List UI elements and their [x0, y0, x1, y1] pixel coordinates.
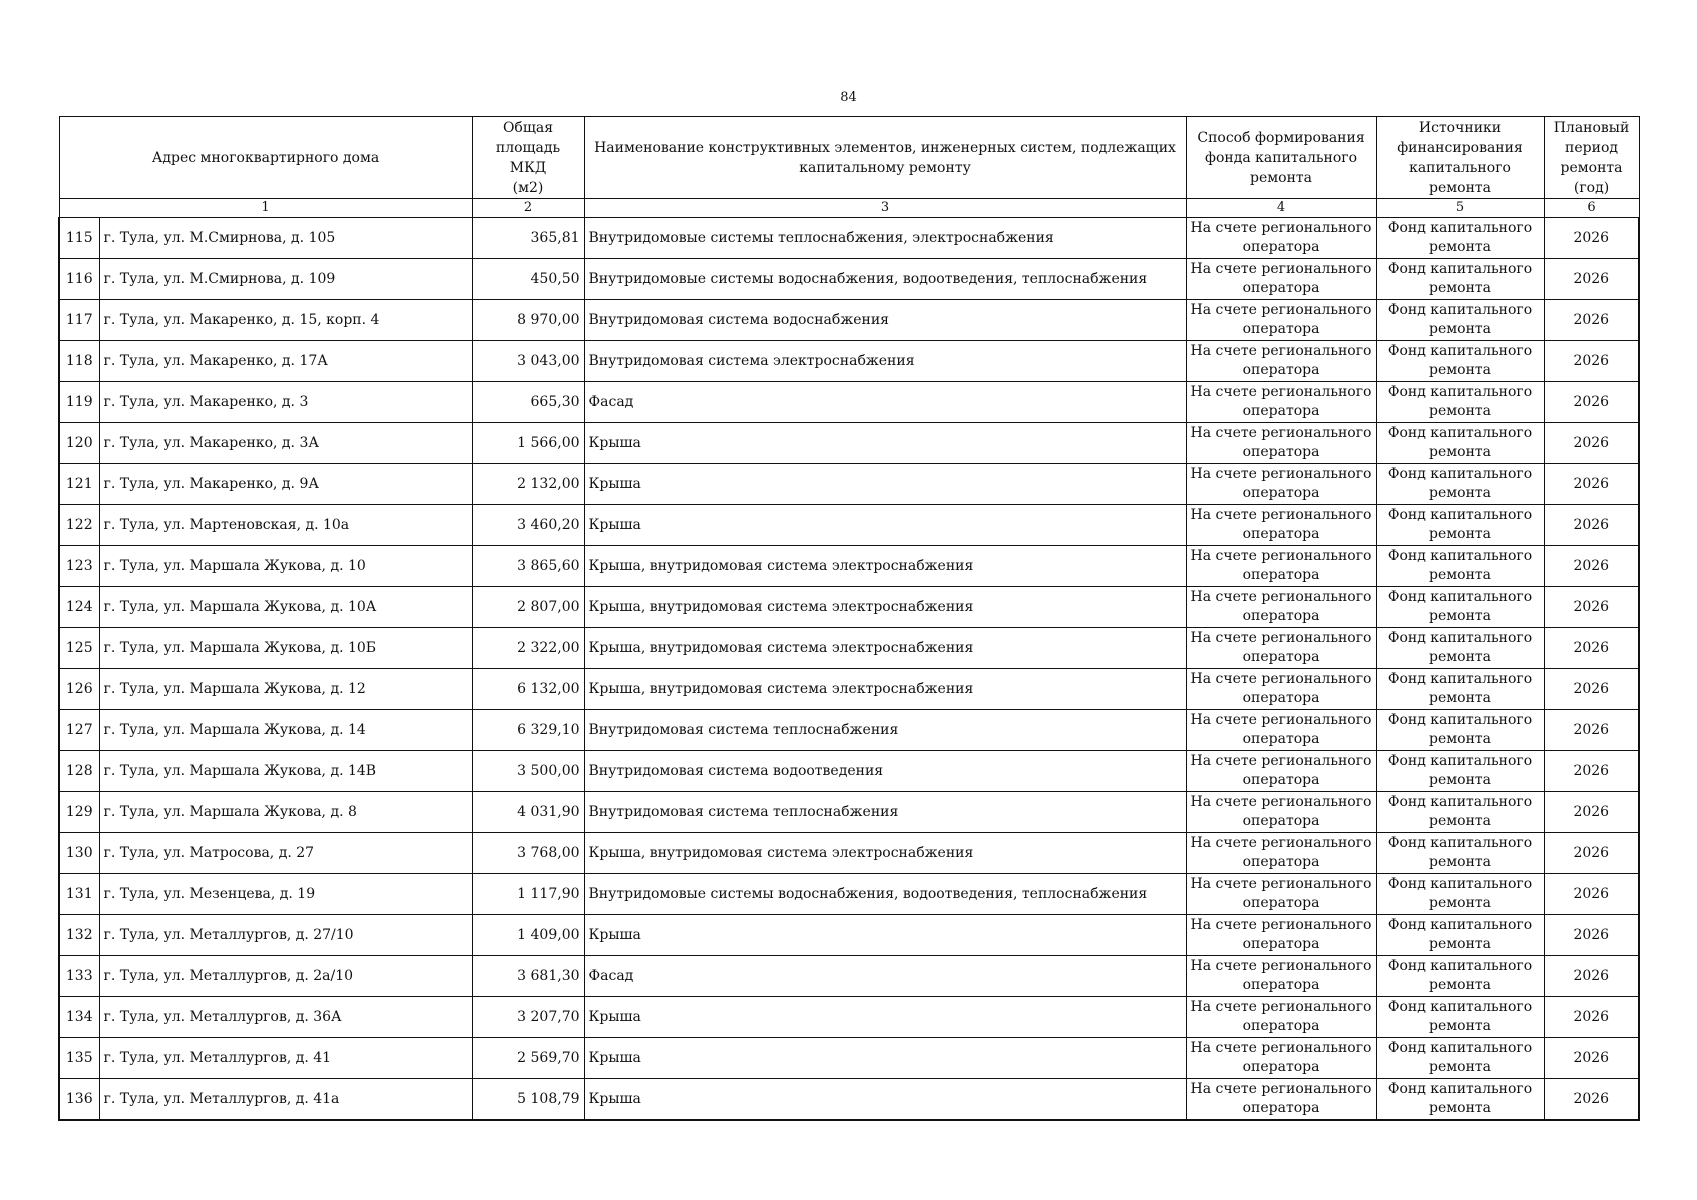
table-row [59, 382, 1639, 423]
row-number: 133 [59, 956, 99, 997]
row-funding-source-line: ремонта [1429, 854, 1492, 870]
row-area: 3 207,70 [472, 997, 584, 1038]
row-funding-method-line: оператора [1242, 567, 1320, 583]
row-address: г. Тула, ул. Мартеновская, д. 10а [99, 505, 472, 546]
row-funding-source-line: Фонд капитального [1387, 753, 1533, 769]
row-elements: Внутридомовые системы водоснабжения, водоотведения, теплоснабжения [584, 259, 1186, 300]
row-planned-year: 2026 [1544, 956, 1639, 997]
row-address: г. Тула, ул. Маршала Жукова, д. 10Б [99, 628, 472, 669]
row-funding-source-line: ремонта [1429, 1099, 1492, 1116]
row-planned-year: 2026 [1544, 1038, 1639, 1079]
row-number: 128 [59, 751, 99, 792]
row-funding-source-line: ремонта [1429, 321, 1492, 337]
row-elements: Крыша [584, 1038, 1186, 1079]
row-funding-source [1376, 423, 1544, 464]
row-funding-method-line: На счете регионального [1190, 671, 1372, 687]
row-elements: Крыша, внутридомовая система электроснабжения [584, 669, 1186, 710]
row-funding-method-line: оператора [1242, 444, 1320, 460]
row-funding-method [1186, 628, 1376, 669]
row-number: 131 [59, 874, 99, 915]
row-area: 8 970,00 [472, 300, 584, 341]
row-planned-year: 2026 [1544, 669, 1639, 710]
table-row [59, 341, 1639, 382]
row-area: 3 865,60 [472, 546, 584, 587]
row-funding-source-line: ремонта [1429, 813, 1492, 829]
header-elements-line: Наименование конструктивных элементов, инженерных систем, подлежащих [594, 139, 1176, 156]
header-method-line: ремонта [1250, 169, 1313, 186]
row-funding-source [1376, 997, 1544, 1038]
row-area: 3 681,30 [472, 956, 584, 997]
row-elements: Крыша [584, 915, 1186, 956]
row-funding-source-line: Фонд капитального [1387, 384, 1533, 400]
table-row [59, 1038, 1639, 1079]
row-funding-method-line: На счете регионального [1190, 999, 1372, 1015]
row-funding-method-line: оператора [1242, 362, 1320, 378]
row-elements: Крыша, внутридомовая система электроснабжения [584, 628, 1186, 669]
row-funding-source-line: Фонд капитального [1387, 302, 1533, 318]
row-funding-method [1186, 587, 1376, 628]
row-funding-method [1186, 669, 1376, 710]
row-planned-year: 2026 [1544, 628, 1639, 669]
row-funding-method-line: оператора [1242, 403, 1320, 419]
row-funding-source [1376, 956, 1544, 997]
row-number: 115 [59, 218, 99, 259]
row-funding-source-line: Фонд капитального [1387, 548, 1533, 564]
table-row [59, 792, 1639, 833]
row-elements: Фасад [584, 956, 1186, 997]
row-funding-source [1376, 300, 1544, 341]
row-funding-method-line: На счете регионального [1190, 425, 1372, 441]
row-address: г. Тула, ул. Маршала Жукова, д. 8 [99, 792, 472, 833]
row-funding-source-line: ремонта [1429, 1018, 1492, 1034]
repair-registry-table [58, 116, 1640, 1121]
row-number: 116 [59, 259, 99, 300]
row-area: 6 132,00 [472, 669, 584, 710]
row-funding-source [1376, 546, 1544, 587]
row-address: г. Тула, ул. Мезенцева, д. 19 [99, 874, 472, 915]
row-number: 126 [59, 669, 99, 710]
row-area: 4 031,90 [472, 792, 584, 833]
row-planned-year: 2026 [1544, 300, 1639, 341]
row-area: 2 807,00 [472, 587, 584, 628]
row-funding-method-line: На счете регионального [1190, 589, 1372, 605]
row-funding-method [1186, 915, 1376, 956]
row-funding-source [1376, 341, 1544, 382]
row-funding-method [1186, 710, 1376, 751]
row-address: г. Тула, ул. Макаренко, д. 15, корп. 4 [99, 300, 472, 341]
row-elements: Фасад [584, 382, 1186, 423]
row-funding-source-line: ремонта [1429, 977, 1492, 993]
row-funding-source-line: ремонта [1429, 608, 1492, 624]
row-planned-year: 2026 [1544, 751, 1639, 792]
row-planned-year: 2026 [1544, 341, 1639, 382]
row-funding-method-line: На счете регионального [1190, 835, 1372, 851]
row-address: г. Тула, ул. Маршала Жукова, д. 14В [99, 751, 472, 792]
row-area: 3 460,20 [472, 505, 584, 546]
row-elements: Крыша [584, 997, 1186, 1038]
row-number: 127 [59, 710, 99, 751]
row-funding-method-line: На счете регионального [1190, 794, 1372, 810]
table-row [59, 628, 1639, 669]
row-area: 2 132,00 [472, 464, 584, 505]
row-funding-source [1376, 587, 1544, 628]
table-header-row [59, 117, 1639, 199]
row-funding-method-line: оператора [1242, 731, 1320, 747]
row-funding-source-line: ремонта [1429, 1059, 1492, 1075]
row-funding-method [1186, 833, 1376, 874]
row-area: 365,81 [472, 218, 584, 259]
row-funding-source-line: ремонта [1429, 895, 1492, 911]
row-funding-source-line: ремонта [1429, 403, 1492, 419]
table-row [59, 833, 1639, 874]
row-funding-method [1186, 1038, 1376, 1079]
row-funding-method-line: оператора [1242, 813, 1320, 829]
row-area: 2 569,70 [472, 1038, 584, 1079]
row-funding-source-line: Фонд капитального [1387, 220, 1533, 236]
row-funding-method-line: На счете регионального [1190, 712, 1372, 728]
row-planned-year: 2026 [1544, 382, 1639, 423]
row-funding-method [1186, 464, 1376, 505]
column-number: 6 [1544, 199, 1639, 218]
table-row [59, 587, 1639, 628]
row-funding-source-line: Фонд капитального [1387, 712, 1533, 728]
table-row [59, 505, 1639, 546]
header-area-line: Общая [502, 119, 554, 136]
row-funding-method-line: оператора [1242, 280, 1320, 296]
row-funding-source [1376, 218, 1544, 259]
row-address: г. Тула, ул. М.Смирнова, д. 109 [99, 259, 472, 300]
row-funding-method-line: На счете регионального [1190, 343, 1372, 359]
row-planned-year: 2026 [1544, 833, 1639, 874]
column-number: 4 [1186, 199, 1376, 218]
row-planned-year: 2026 [1544, 218, 1639, 259]
row-funding-source-line: ремонта [1429, 772, 1492, 788]
table-row [59, 915, 1639, 956]
row-elements: Крыша [584, 505, 1186, 546]
row-number: 117 [59, 300, 99, 341]
header-method [1186, 117, 1376, 199]
header-area-line: (м2) [512, 179, 544, 196]
row-funding-method-line: оператора [1242, 321, 1320, 337]
row-funding-method [1186, 997, 1376, 1038]
row-number: 124 [59, 587, 99, 628]
row-number: 132 [59, 915, 99, 956]
row-funding-source-line: Фонд капитального [1387, 835, 1533, 851]
row-funding-source-line: Фонд капитального [1387, 630, 1533, 646]
row-address: г. Тула, ул. Макаренко, д. 3 [99, 382, 472, 423]
table-row [59, 669, 1639, 710]
row-planned-year: 2026 [1544, 792, 1639, 833]
row-number: 136 [59, 1079, 99, 1120]
row-elements: Внутридомовая система теплоснабжения [584, 710, 1186, 751]
header-period-line: (год) [1573, 179, 1610, 196]
row-funding-source [1376, 628, 1544, 669]
header-method-line: фонда капитального [1205, 149, 1358, 166]
row-funding-source-line: Фонд капитального [1387, 1040, 1533, 1056]
table-row [59, 218, 1639, 259]
column-number: 2 [472, 199, 584, 218]
column-number: 5 [1376, 199, 1544, 218]
row-planned-year: 2026 [1544, 546, 1639, 587]
row-area: 6 329,10 [472, 710, 584, 751]
row-planned-year: 2026 [1544, 915, 1639, 956]
row-planned-year: 2026 [1544, 710, 1639, 751]
row-address: г. Тула, ул. Металлургов, д. 36А [99, 997, 472, 1038]
row-funding-method [1186, 546, 1376, 587]
row-number: 118 [59, 341, 99, 382]
row-elements: Внутридомовая система водоснабжения [584, 300, 1186, 341]
column-number-row [59, 199, 1639, 218]
row-funding-source [1376, 669, 1544, 710]
table-row [59, 997, 1639, 1038]
header-period-line: ремонта [1560, 159, 1623, 176]
row-elements: Крыша, внутридомовая система электроснабжения [584, 546, 1186, 587]
row-number: 122 [59, 505, 99, 546]
row-funding-method-line: На счете регионального [1190, 261, 1372, 277]
row-funding-method [1186, 1079, 1376, 1120]
row-address: г. Тула, ул. Металлургов, д. 27/10 [99, 915, 472, 956]
row-funding-source [1376, 464, 1544, 505]
row-funding-source-line: ремонта [1429, 485, 1492, 501]
table-row [59, 751, 1639, 792]
row-funding-source-line: Фонд капитального [1387, 343, 1533, 359]
row-address: г. Тула, ул. Маршала Жукова, д. 12 [99, 669, 472, 710]
row-number: 129 [59, 792, 99, 833]
row-funding-method-line: На счете регионального [1190, 548, 1372, 564]
row-funding-method-line: На счете регионального [1190, 466, 1372, 482]
row-funding-method-line: оператора [1242, 1018, 1320, 1034]
row-planned-year: 2026 [1544, 1079, 1639, 1120]
row-number: 120 [59, 423, 99, 464]
table-row [59, 423, 1639, 464]
row-elements: Внутридомовая система электроснабжения [584, 341, 1186, 382]
row-address: г. Тула, ул. Металлургов, д. 41а [99, 1079, 472, 1120]
row-elements: Внутридомовые системы водоснабжения, водоотведения, теплоснабжения [584, 874, 1186, 915]
row-address: г. Тула, ул. Металлургов, д. 41 [99, 1038, 472, 1079]
row-funding-source-line: Фонд капитального [1387, 958, 1533, 974]
row-funding-source-line: ремонта [1429, 567, 1492, 583]
row-funding-source-line: ремонта [1429, 362, 1492, 378]
row-address: г. Тула, ул. Маршала Жукова, д. 14 [99, 710, 472, 751]
row-elements: Внутридомовая система водоотведения [584, 751, 1186, 792]
row-funding-method-line: На счете регионального [1190, 220, 1372, 236]
header-period-line: период [1565, 139, 1618, 156]
row-funding-method [1186, 382, 1376, 423]
row-funding-source-line: Фонд капитального [1387, 1080, 1533, 1097]
table-row [59, 956, 1639, 997]
row-funding-method-line: На счете регионального [1190, 507, 1372, 523]
row-funding-method-line: оператора [1242, 895, 1320, 911]
row-funding-method-line: На счете регионального [1190, 958, 1372, 974]
row-funding-method-line: оператора [1242, 977, 1320, 993]
row-funding-source [1376, 1038, 1544, 1079]
row-funding-method-line: оператора [1242, 1099, 1320, 1116]
row-address: г. Тула, ул. М.Смирнова, д. 105 [99, 218, 472, 259]
row-funding-source-line: Фонд капитального [1387, 876, 1533, 892]
row-area: 3 043,00 [472, 341, 584, 382]
row-address: г. Тула, ул. Металлургов, д. 2а/10 [99, 956, 472, 997]
row-funding-method-line: На счете регионального [1190, 1040, 1372, 1056]
row-number: 119 [59, 382, 99, 423]
row-funding-source [1376, 874, 1544, 915]
row-funding-method [1186, 751, 1376, 792]
row-address: г. Тула, ул. Макаренко, д. 3А [99, 423, 472, 464]
row-funding-method-line: оператора [1242, 772, 1320, 788]
row-number: 134 [59, 997, 99, 1038]
row-funding-method-line: оператора [1242, 485, 1320, 501]
row-funding-method [1186, 300, 1376, 341]
row-funding-source-line: Фонд капитального [1387, 794, 1533, 810]
row-funding-method-line: На счете регионального [1190, 302, 1372, 318]
row-planned-year: 2026 [1544, 874, 1639, 915]
row-funding-method [1186, 874, 1376, 915]
row-elements: Внутридомовые системы теплоснабжения, электроснабжения [584, 218, 1186, 259]
row-area: 3 768,00 [472, 833, 584, 874]
row-area: 2 322,00 [472, 628, 584, 669]
row-planned-year: 2026 [1544, 464, 1639, 505]
row-funding-source [1376, 792, 1544, 833]
table-row [59, 710, 1639, 751]
row-funding-source-line: Фонд капитального [1387, 917, 1533, 933]
row-funding-method [1186, 259, 1376, 300]
row-funding-method-line: оператора [1242, 936, 1320, 952]
row-funding-source-line: Фонд капитального [1387, 507, 1533, 523]
row-funding-method [1186, 505, 1376, 546]
row-area: 5 108,79 [472, 1079, 584, 1120]
row-funding-source-line: Фонд капитального [1387, 671, 1533, 687]
header-source-line: Источники [1418, 119, 1502, 136]
row-funding-method [1186, 423, 1376, 464]
header-area-line: площадь МКД [495, 139, 561, 176]
row-funding-method [1186, 956, 1376, 997]
header-source-line: финансирования [1397, 139, 1523, 156]
row-funding-method-line: оператора [1242, 854, 1320, 870]
row-elements: Крыша [584, 464, 1186, 505]
row-funding-source-line: ремонта [1429, 731, 1492, 747]
header-source-line: капитального ремонта [1409, 159, 1511, 196]
row-elements: Крыша [584, 1079, 1186, 1120]
table-row [59, 259, 1639, 300]
column-number: 1 [59, 199, 472, 218]
page-number: 84 [840, 90, 857, 105]
row-address: г. Тула, ул. Маршала Жукова, д. 10 [99, 546, 472, 587]
row-funding-method-line: оператора [1242, 1059, 1320, 1075]
row-funding-source-line: Фонд капитального [1387, 999, 1533, 1015]
row-funding-source [1376, 751, 1544, 792]
row-area: 3 500,00 [472, 751, 584, 792]
row-funding-method [1186, 218, 1376, 259]
table-row [59, 546, 1639, 587]
row-funding-source-line: ремонта [1429, 444, 1492, 460]
row-funding-method-line: На счете регионального [1190, 1080, 1372, 1097]
table-row [59, 1079, 1639, 1120]
row-funding-source [1376, 505, 1544, 546]
header-address: Адрес многоквартирного дома [59, 117, 472, 199]
row-funding-source [1376, 833, 1544, 874]
row-funding-source-line: Фонд капитального [1387, 589, 1533, 605]
header-area [472, 117, 584, 199]
header-source [1376, 117, 1544, 199]
header-elements-line: капитальному ремонту [799, 159, 971, 176]
row-planned-year: 2026 [1544, 259, 1639, 300]
row-funding-method-line: оператора [1242, 239, 1320, 255]
row-funding-source [1376, 259, 1544, 300]
row-funding-source-line: ремонта [1429, 280, 1492, 296]
row-funding-method-line: На счете регионального [1190, 917, 1372, 933]
row-funding-method-line: оператора [1242, 690, 1320, 706]
column-number: 3 [584, 199, 1186, 218]
header-elements [584, 117, 1186, 199]
row-funding-source [1376, 915, 1544, 956]
table-body [59, 218, 1639, 1120]
header-period [1544, 117, 1639, 199]
header-method-line: Способ формирования [1197, 129, 1365, 146]
row-elements: Крыша, внутридомовая система электроснабжения [584, 833, 1186, 874]
row-funding-source [1376, 382, 1544, 423]
row-number: 135 [59, 1038, 99, 1079]
table-row [59, 874, 1639, 915]
row-funding-method [1186, 792, 1376, 833]
row-area: 1 117,90 [472, 874, 584, 915]
row-address: г. Тула, ул. Матросова, д. 27 [99, 833, 472, 874]
row-funding-source-line: ремонта [1429, 526, 1492, 542]
row-funding-source-line: ремонта [1429, 936, 1492, 952]
row-funding-method-line: оператора [1242, 526, 1320, 542]
row-funding-method-line: оператора [1242, 608, 1320, 624]
row-address: г. Тула, ул. Макаренко, д. 9А [99, 464, 472, 505]
row-address: г. Тула, ул. Макаренко, д. 17А [99, 341, 472, 382]
row-area: 1 566,00 [472, 423, 584, 464]
row-area: 450,50 [472, 259, 584, 300]
row-funding-method-line: оператора [1242, 649, 1320, 665]
row-funding-method-line: На счете регионального [1190, 876, 1372, 892]
row-area: 665,30 [472, 382, 584, 423]
row-number: 130 [59, 833, 99, 874]
row-planned-year: 2026 [1544, 997, 1639, 1038]
row-funding-source-line: ремонта [1429, 690, 1492, 706]
row-funding-source-line: ремонта [1429, 239, 1492, 255]
row-planned-year: 2026 [1544, 423, 1639, 464]
row-funding-source-line: Фонд капитального [1387, 466, 1533, 482]
row-planned-year: 2026 [1544, 587, 1639, 628]
row-address: г. Тула, ул. Маршала Жукова, д. 10А [99, 587, 472, 628]
row-number: 123 [59, 546, 99, 587]
row-number: 121 [59, 464, 99, 505]
row-funding-method [1186, 341, 1376, 382]
row-funding-method-line: На счете регионального [1190, 630, 1372, 646]
row-funding-source-line: ремонта [1429, 649, 1492, 665]
row-funding-source [1376, 1079, 1544, 1120]
row-number: 125 [59, 628, 99, 669]
row-elements: Внутридомовая система теплоснабжения [584, 792, 1186, 833]
row-elements: Крыша [584, 423, 1186, 464]
row-area: 1 409,00 [472, 915, 584, 956]
row-funding-method-line: На счете регионального [1190, 384, 1372, 400]
table-row [59, 464, 1639, 505]
table-row [59, 300, 1639, 341]
row-funding-source-line: Фонд капитального [1387, 261, 1533, 277]
row-funding-source-line: Фонд капитального [1387, 425, 1533, 441]
header-period-line: Плановый [1553, 119, 1630, 136]
row-elements: Крыша, внутридомовая система электроснабжения [584, 587, 1186, 628]
row-funding-method-line: На счете регионального [1190, 753, 1372, 769]
row-funding-source [1376, 710, 1544, 751]
row-planned-year: 2026 [1544, 505, 1639, 546]
